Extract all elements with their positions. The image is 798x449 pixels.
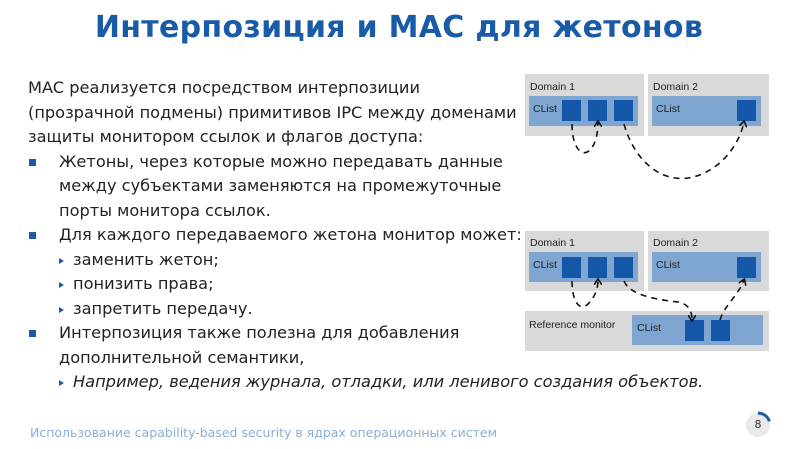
capability-slot	[562, 257, 581, 278]
capability-slot	[588, 257, 607, 278]
clist-1-label: CList	[533, 259, 557, 271]
capability-slot	[737, 100, 756, 121]
clist-1-label: CList	[533, 103, 557, 115]
capability-slot	[562, 100, 581, 121]
clist-2-label: CList	[656, 259, 680, 271]
slide-title: Интерпозиция и MAC для жетонов	[94, 10, 704, 45]
reference-monitor-label: Reference monitor	[529, 319, 616, 331]
domain-2-label: Domain 2	[653, 237, 698, 249]
capability-slot	[685, 320, 704, 341]
capability-slot	[614, 257, 633, 278]
intro-paragraph: MAC реализуется посредством интерпозиции (прозрачной подмены) примитивов IPC между доменами защиты монитором ссылок и флагов доступа:	[28, 78, 517, 146]
page-number: 8	[754, 418, 762, 431]
monitor-clist-label: CList	[637, 322, 661, 334]
capability-slot	[588, 100, 607, 121]
sub-bullet-text: понизить права;	[73, 274, 214, 293]
capability-slot	[614, 100, 633, 121]
sub-bullet-text: Например, ведения журнала, отладки, или ленивого создания объектов.	[73, 372, 704, 391]
bullet-text: Интерпозиция также полезна для добавления дополнительной семантики,	[59, 323, 460, 367]
clist-2-label: CList	[656, 103, 680, 115]
domain-2-label: Domain 2	[653, 81, 698, 93]
sub-bullet-text: запретить передачу.	[73, 298, 253, 318]
domain-1-label: Domain 1	[530, 81, 575, 93]
footer-text: Использование capability-based security в ядрах операционных систем	[30, 425, 498, 440]
capability-slot	[711, 320, 730, 341]
domain-1-label: Domain 1	[530, 237, 575, 249]
sub-bullet-text: заменить жетон;	[73, 249, 219, 269]
bullet-text: Для каждого передаваемого жетона монитор может:	[59, 225, 522, 244]
bullet-text: Жетоны, через которые можно передавать данные между субъектами заменяются на промежуточные порты монитора ссылок.	[59, 151, 503, 220]
capability-slot	[737, 257, 756, 278]
